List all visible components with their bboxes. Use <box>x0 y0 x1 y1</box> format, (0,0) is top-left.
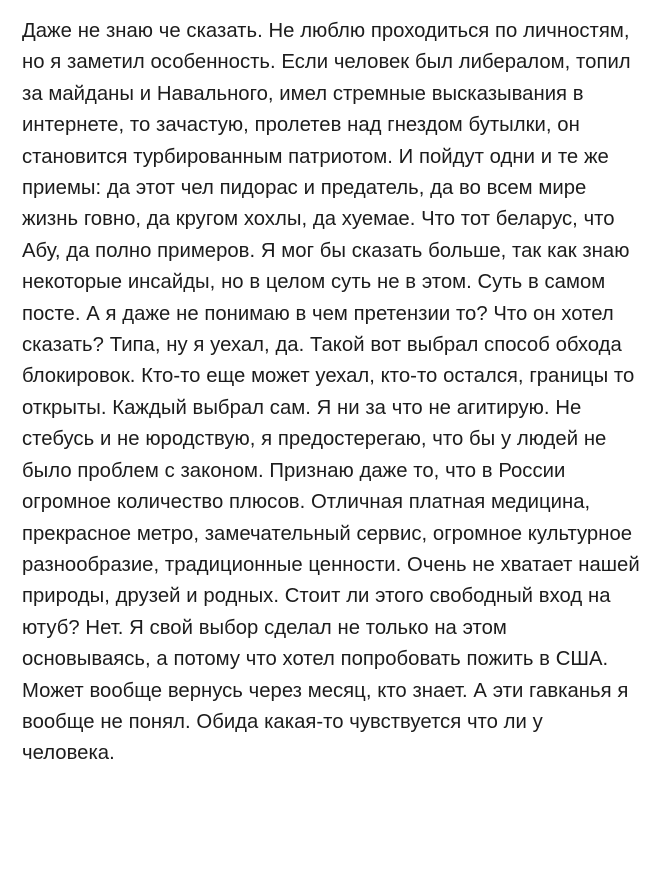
post-body-text: Даже не знаю че сказать. Не люблю проходиться по личностям, но я заметил особенность. Если человек был либералом, топил за майданы и Навального, имел стремные высказывания в интернете, то зачастую, пролетев над гнездом бутылки, он становится турбированным патриотом. И пойдут одни и те же приемы: да этот чел пидорас и предатель, да во всем мире жизнь говно, да кругом хохлы, да хуемае. Что тот беларус, что Абу, да полно примеров. Я мог бы сказать больше, так как знаю некоторые инсайды, но в целом суть не в этом. Суть в самом посте. А я даже не понимаю в чем претензии то? Что он хотел сказать? Типа, ну я уехал, да. Такой вот выбрал способ обхода блокировок. Кто-то еще может уехал, кто-то остался, границы то открыты. Каждый выбрал сам. Я ни за что не агитирую. Не стебусь и не юродствую, я предостерегаю, что бы у людей не было проблем с законом. Признаю даже то, что в России огромное количество плюсов. Отличная платная медицина, прекрасное метро, замечательный сервис, огромное культурное разнообразие, традиционные ценности. Очень не хватает нашей природы, друзей и родных. Стоит ли этого свободный вход на ютуб? Нет. Я свой выбор сделал не только на этом основываясь, а потому что хотел попробовать пожить в США. Может вообще вернусь через месяц, кто знает. А эти гавканья я вообще не понял. Обида какая-то чувствуется что ли у человека. <box>22 20 646 765</box>
